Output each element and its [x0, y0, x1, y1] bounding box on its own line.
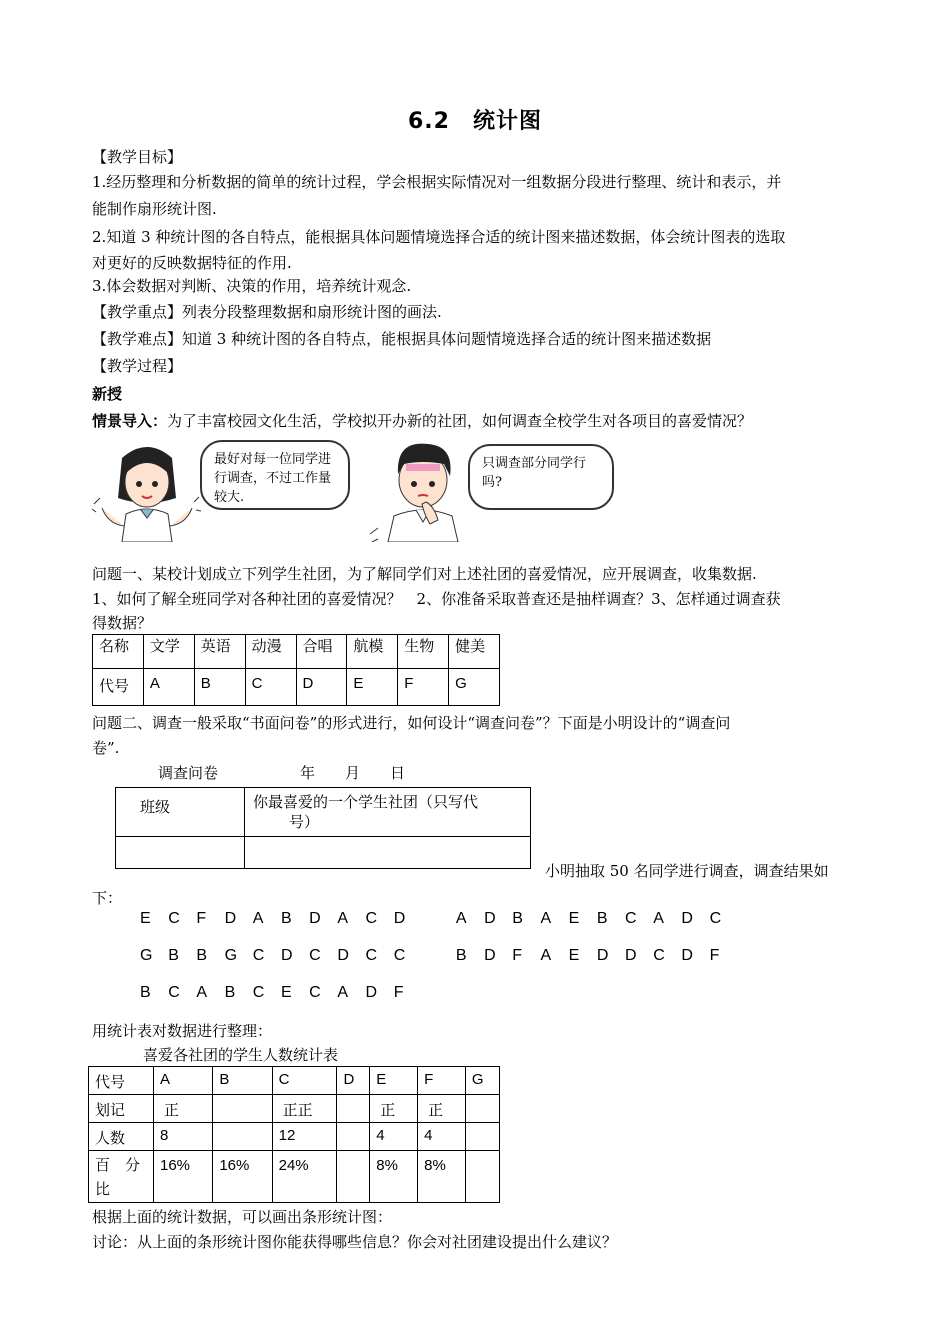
data-letter: B: [224, 984, 236, 1001]
table-cell: 4: [418, 1123, 466, 1151]
question-1-line2: 得数据？: [92, 614, 153, 632]
organize-text: 用统计表对数据进行整理：: [92, 1022, 273, 1040]
data-letter: F: [512, 947, 523, 964]
table-cell: F: [418, 1067, 466, 1095]
data-letter: C: [365, 947, 378, 964]
data-letter: D: [365, 984, 378, 1001]
table-cell: E: [370, 1067, 418, 1095]
table-cell: D: [337, 1067, 370, 1095]
table-cell: 人数: [89, 1123, 154, 1151]
data-letter: D: [681, 947, 693, 964]
speech-bubble-girl: 最好对每一位同学进行调查，不过工作量较大.: [200, 440, 350, 510]
table-cell: [337, 1151, 370, 1203]
table-cell: 航模: [347, 635, 398, 669]
table-cell: 正: [370, 1095, 418, 1123]
table-cell: A: [154, 1067, 213, 1095]
data-letter: E: [568, 910, 580, 927]
data-letter: C: [309, 947, 321, 964]
stat-table: [88, 1066, 500, 1203]
data-letter: A: [337, 910, 348, 927]
goal-2-line1: 2.知道 3 种统计图的各自特点，能根据具体问题情境选择合适的统计图来描述数据，体会统计图表的选取: [92, 228, 786, 246]
table-cell: A: [143, 669, 194, 706]
data-letter: D: [484, 910, 496, 927]
club-table-codes-row: [93, 669, 500, 706]
data-letter: B: [140, 984, 151, 1001]
data-letter: C: [168, 984, 180, 1001]
survey-class-header: 班级: [116, 788, 245, 837]
data-letter: C: [252, 947, 265, 964]
scene-intro: [92, 408, 862, 435]
survey-title: 调查问卷: [158, 764, 219, 782]
data-letter: A: [540, 947, 552, 964]
table-cell: 8%: [418, 1151, 466, 1203]
table-cell: E: [347, 669, 398, 706]
goal-2-line2: 对更好的反映数据特征的作用.: [92, 254, 292, 272]
percent-label-line1: 百 分: [95, 1156, 141, 1174]
data-letter: C: [709, 910, 722, 927]
table-cell: 合唱: [296, 635, 347, 669]
data-letter: B: [512, 910, 523, 927]
table-cell: 24%: [272, 1151, 337, 1203]
data-letter: A: [653, 910, 664, 927]
data-letter: D: [337, 947, 349, 964]
data-letter: A: [455, 910, 467, 927]
table-cell: 8: [154, 1123, 213, 1151]
data-letter: B: [280, 910, 292, 927]
data-letter: C: [653, 947, 665, 964]
goal-3: 3.体会数据对判断、决策的作用，培养统计观念.: [92, 277, 412, 295]
data-letter: C: [309, 984, 321, 1001]
table-cell: [465, 1123, 499, 1151]
table-cell: C: [272, 1067, 337, 1095]
data-letter: A: [252, 910, 264, 927]
survey-club-header-line1: 你最喜爱的一个学生社团（只写代: [253, 793, 479, 811]
data-letter: A: [196, 984, 208, 1001]
table-cell: 正: [154, 1095, 213, 1123]
table-cell: [465, 1151, 499, 1203]
data-letter: C: [168, 910, 180, 927]
table-cell: 4: [370, 1123, 418, 1151]
table-cell: [337, 1123, 370, 1151]
result-line2: 下：: [92, 889, 123, 907]
bar-chart-intro: 根据上面的统计数据，可以画出条形统计图：: [92, 1208, 393, 1226]
data-letter: G: [140, 947, 153, 964]
data-letter: D: [681, 910, 693, 927]
data-letter: F: [709, 947, 720, 964]
survey-club-answer: [245, 837, 531, 869]
girl-illustration: [92, 438, 202, 542]
table-cell: 健美: [449, 635, 500, 669]
data-letter: D: [224, 910, 237, 927]
data-letter: B: [168, 947, 179, 964]
boy-illustration: [368, 434, 478, 542]
table-cell: G: [449, 669, 500, 706]
data-letter: A: [540, 910, 552, 927]
key-points: 【教学重点】列表分段整理数据和扇形统计图的画法.: [92, 303, 442, 321]
data-letter: D: [596, 947, 609, 964]
data-letter: D: [625, 947, 637, 964]
survey-class-answer: [116, 837, 245, 869]
data-letter: D: [309, 910, 321, 927]
data-letter: G: [224, 947, 238, 964]
table-cell: [337, 1095, 370, 1123]
goal-1-line2: 能制作扇形统计图.: [92, 200, 217, 218]
table-cell: C: [245, 669, 296, 706]
difficult-points: 【教学难点】知道 3 种统计图的各自特点，能根据具体问题情境选择合适的统计图来描述数据: [92, 330, 712, 348]
data-letter: D: [393, 910, 406, 927]
data-letter: F: [196, 910, 207, 927]
table-cell: 英语: [194, 635, 245, 669]
survey-club-header: [245, 788, 531, 837]
table-cell: F: [398, 669, 449, 706]
table-cell: 8%: [370, 1151, 418, 1203]
survey-club-header-line2: 号）: [289, 813, 320, 831]
new-lesson-heading: 新授: [92, 385, 123, 403]
data-letter: C: [252, 984, 265, 1001]
table-cell: [213, 1095, 272, 1123]
data-row-2: [140, 947, 738, 965]
table-cell: B: [213, 1067, 272, 1095]
stat-tally-row: [89, 1095, 500, 1123]
table-cell: [213, 1123, 272, 1151]
data-letter: B: [455, 947, 467, 964]
stat-code-row: [89, 1067, 500, 1095]
table-cell: [465, 1095, 499, 1123]
data-letter: A: [337, 984, 348, 1001]
table-cell: 生物: [398, 635, 449, 669]
table-cell: 正正: [272, 1095, 337, 1123]
table-cell: 名称: [93, 635, 144, 669]
goals-heading: 【教学目标】: [92, 148, 183, 166]
stat-percent-row: [89, 1151, 500, 1203]
result-line1: 小明抽取 50 名同学进行调查，调查结果如: [545, 862, 829, 880]
data-letter: E: [140, 910, 151, 927]
table-cell: B: [194, 669, 245, 706]
data-letter: C: [393, 947, 406, 964]
club-table: [92, 634, 500, 706]
goal-1-line1: 1.经历整理和分析数据的简单的统计过程，学会根据实际情况对一组数据分段进行整理、统计和表示，并: [92, 173, 782, 191]
speech-bubble-boy: 只调查部分同学行吗?: [468, 444, 614, 510]
table-cell: 代号: [93, 669, 144, 706]
data-letter: C: [625, 910, 637, 927]
data-row-1: [140, 910, 738, 928]
table-cell: 动漫: [245, 635, 296, 669]
stat-count-row: [89, 1123, 500, 1151]
survey-date: 年 月 日: [300, 764, 406, 782]
data-letter: E: [568, 947, 580, 964]
table-cell: 12: [272, 1123, 337, 1151]
stat-table-title: 喜爱各社团的学生人数统计表: [143, 1046, 339, 1064]
data-row-3: [140, 984, 422, 1002]
data-letter: B: [196, 947, 208, 964]
table-cell: 文学: [143, 635, 194, 669]
data-letter: F: [393, 984, 404, 1001]
discussion: 讨论：从上面的条形统计图你能获得哪些信息？你会对社团建设提出什么建议？: [92, 1233, 618, 1251]
page-title: 6.2 统计图: [408, 109, 542, 134]
table-cell: 正: [418, 1095, 466, 1123]
table-cell: 代号: [89, 1067, 154, 1095]
table-cell: 划记: [89, 1095, 154, 1123]
data-letter: C: [365, 910, 378, 927]
survey-table: [115, 787, 531, 869]
data-letter: D: [280, 947, 293, 964]
table-cell: D: [296, 669, 347, 706]
question-1-line1: 1、如何了解全班同学对各种社团的喜爱情况？ 2、你准备采取普查还是抽样调查？3、怎样通过调查获: [92, 590, 781, 608]
data-letter: E: [280, 984, 292, 1001]
question-2-line1: 问题二、调查一般采取“书面问卷”的形式进行，如何设计“调查问卷”？下面是小明设计的“调查问: [92, 714, 731, 732]
table-cell: [89, 1151, 154, 1203]
table-cell: 16%: [154, 1151, 213, 1203]
table-cell: G: [465, 1067, 499, 1095]
data-letter: D: [484, 947, 496, 964]
percent-label-line2: 比: [95, 1180, 111, 1198]
table-cell: 16%: [213, 1151, 272, 1203]
scene-text: 为了丰富校园文化生活，学校拟开办新的社团，如何调查全校学生对各项目的喜爱情况？: [167, 412, 753, 430]
question-2-line2: 卷”.: [92, 739, 120, 757]
club-table-names-row: [93, 635, 500, 669]
scene-label: 情景导入：: [92, 412, 168, 430]
question-1-intro: 问题一、某校计划成立下列学生社团，为了解同学们对上述社团的喜爱情况，应开展调查，收集数据.: [92, 565, 757, 583]
data-letter: B: [596, 910, 608, 927]
process-heading: 【教学过程】: [92, 357, 183, 375]
